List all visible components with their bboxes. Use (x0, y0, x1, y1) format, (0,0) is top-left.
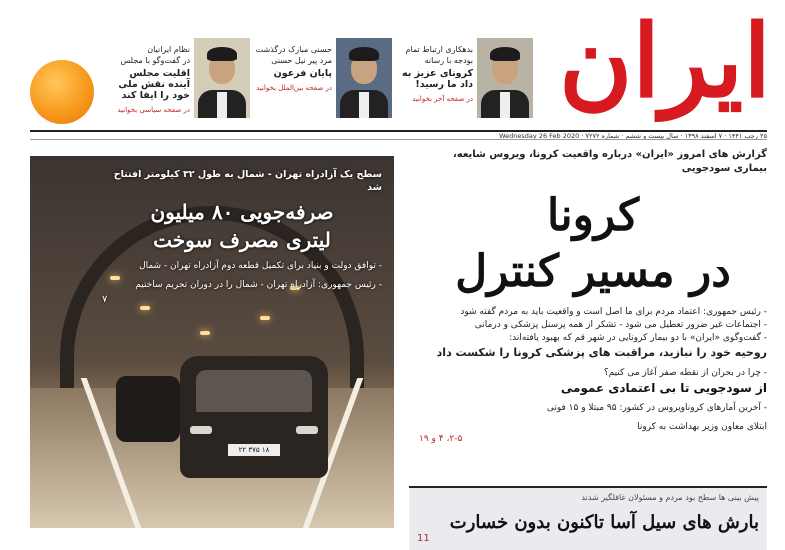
photo-headline-line1: صرفه‌جویی ۸۰ میلیون (150, 200, 334, 224)
bottom-story-kicker: پیش بینی ها سطح بود مردم و مسئولان غافلگیر شدند (581, 493, 759, 502)
teaser-3-photo (194, 38, 250, 118)
teaser-1-headline: کرونای عزیز به داد ما رسید! (402, 68, 473, 90)
bottom-story-page-ref: 11 (417, 533, 430, 544)
teaser-1-photo (477, 38, 533, 118)
tunnel-light (140, 306, 150, 310)
photo-headline-line2: لیتری مصرف سوخت (153, 228, 331, 252)
car-plate: ۲۲ ۳۷۵ ۱۸ (228, 444, 280, 456)
lead-kicker: گزارش های امروز «ایران» درباره واقعیت کرونا، ویروس شایعه، بیماری سودجویی (452, 149, 767, 174)
teaser-1-ref: در صفحه آخر بخوانید (412, 95, 473, 103)
teaser-2-line2: مرد پیر نیل حسنی (271, 56, 332, 65)
photo-kicker: سطح یک آزادراه تهران - شمال به طول ۳۲ کیلومتر افتتاح شد (113, 169, 382, 193)
photo-point-1: - توافق دولت و بنیاد برای تکمیل قطعه دوم آزادراه تهران - شمال (139, 261, 382, 271)
teaser-2-text (252, 38, 332, 128)
teaser-3-text (110, 38, 190, 128)
photo-caption (102, 168, 382, 305)
tunnel-light (260, 316, 270, 320)
dateline: ۲۵ رجب ۱۴۴۱ · ۷ اسفند ۱۳۹۸ · سال بیست و ششم · شماره ۷۲۷۲ · Wednesday 26 Feb 2020 (30, 130, 767, 140)
lead-headline-line1: کرونا (546, 190, 640, 241)
lead-points (419, 306, 767, 361)
teaser-1-line1: بدهکاری ارتباط تمام (405, 45, 473, 54)
lead-page-ref: ۲-۵، ۴ و ۱۹ (419, 434, 463, 444)
teaser-3-line1: نظام ایرانیان (147, 45, 190, 54)
lead-bullet-4: ابتلای معاون وزیر بهداشت به کرونا (637, 422, 767, 432)
lead-bullet-2: - چرا در بحران از نقطه صفر آغاز می کنیم؟ (603, 368, 767, 378)
sun-logo-icon (30, 60, 94, 124)
teaser-3[interactable] (110, 38, 250, 128)
newspaper-logo: ایران (558, 2, 771, 120)
teaser-2-line1: حسنی مبارک درگذشت (255, 45, 332, 54)
lead-strong-point: روحیه خود را نبازید، مراقبت های پزشکی کرونا را شکست داد (436, 346, 767, 359)
tunnel-light (200, 331, 210, 335)
tunnel-photo-story[interactable] (30, 156, 394, 528)
teaser-2[interactable] (252, 38, 392, 128)
teaser-1[interactable] (393, 38, 533, 128)
lead-point-2: - اجتماعات غیر ضرور تعطیل می شود - تشکر از همه پرسنل پزشکی و درمانی (474, 320, 767, 330)
lead-bullet-3: - آخرین آمارهای کروناویروس در کشور: ۹۵ مبتلا و ۱۵ فوتی (546, 403, 767, 413)
teaser-3-headline: اقلیت مجلس آینده نقش ملی خود را ایفا کند (118, 68, 190, 101)
bottom-story-headline: بارش های سیل آسا تاکنون بدون خسارت (449, 512, 759, 533)
teaser-2-photo (336, 38, 392, 118)
teaser-1-line2: بودجه با رسانه (424, 56, 473, 65)
lead-strong-point-2: از سودجویی تا بی اعتمادی عمومی (560, 381, 767, 395)
teaser-3-line2: در گفت‌وگو با مجلس (120, 56, 190, 65)
teaser-2-headline: پایان فرعون (273, 68, 332, 79)
lead-point-3: - گفت‌وگوی «ایران» با دو بیمار کرونایی در شهر قم که بهبود یافته‌اند: (509, 333, 767, 343)
lead-headline (419, 188, 767, 300)
teaser-3-ref: در صفحه سیاسی بخوانید (117, 106, 190, 114)
lead-point-1: - رئیس جمهوری: اعتماد مردم برای ما اصل است و واقعیت باید به مردم گفته شود (460, 307, 767, 317)
teaser-1-text (393, 38, 473, 128)
car-main (180, 356, 328, 478)
lead-headline-line2: در مسیر کنترل (455, 246, 731, 297)
photo-point-2: - رئیس جمهوری: آزادراه تهران - شمال را در دوران تحریم ساختیم (135, 280, 382, 290)
photo-headline (102, 198, 382, 254)
car-back (116, 376, 180, 442)
masthead (0, 0, 785, 128)
photo-page-ref: ۷ (102, 294, 108, 305)
bottom-story[interactable] (409, 486, 767, 550)
teaser-2-ref: در صفحه بین‌الملل بخوانید (256, 84, 332, 92)
